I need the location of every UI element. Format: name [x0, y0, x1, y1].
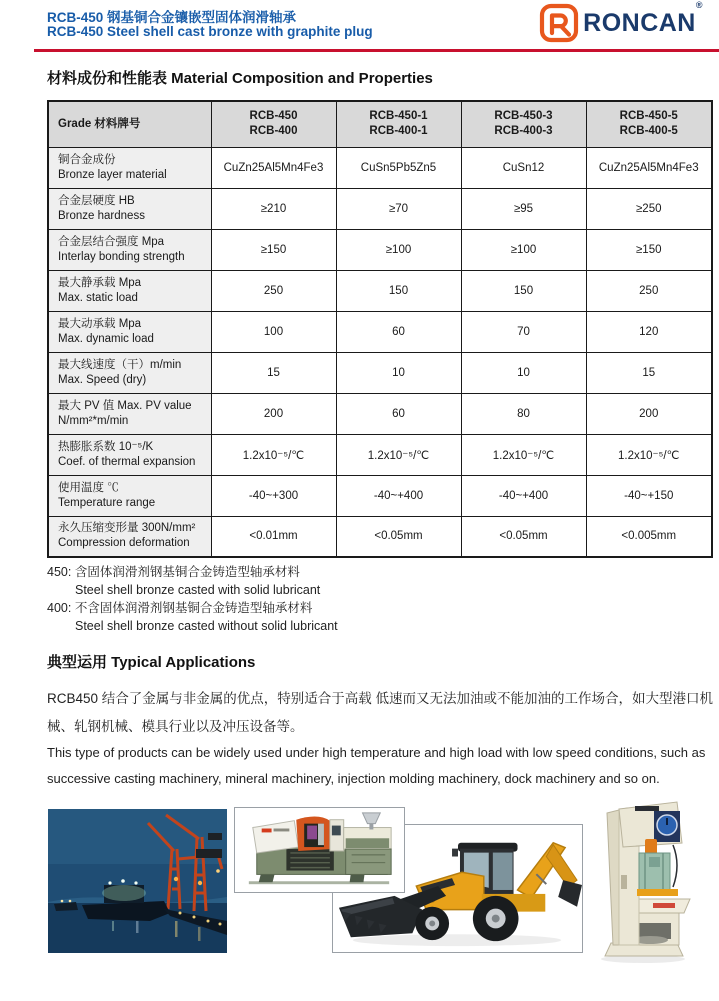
brand-name: RONCAN® [583, 0, 703, 37]
row-value: CuZn25Al5Mn4Fe3 [586, 147, 712, 188]
row-value: CuSn12 [461, 147, 586, 188]
table-header-row [48, 101, 712, 147]
table-row [48, 229, 712, 270]
row-value: 15 [586, 352, 712, 393]
row-value: CuSn5Pb5Zn5 [336, 147, 461, 188]
row-value: CuZn25Al5Mn4Fe3 [211, 147, 336, 188]
row-value: 60 [336, 393, 461, 434]
roncan-logo-icon [539, 3, 579, 43]
row-value: <0.05mm [461, 516, 586, 557]
row-value: 250 [211, 270, 336, 311]
row-label: 热膨胀系数 10⁻⁵/K Coef. of thermal expansion [48, 434, 211, 475]
row-label: 合金层结合强度 Mpa Interlay bonding strength [48, 229, 211, 270]
row-value: ≥70 [336, 188, 461, 229]
composition-table [47, 100, 713, 558]
row-value: 250 [586, 270, 712, 311]
port-crane-night-photo [48, 809, 227, 953]
table-row [48, 516, 712, 557]
row-value: -40~+150 [586, 475, 712, 516]
applications-section-title: 典型运用 Typical Applications [47, 654, 256, 671]
row-value: 15 [211, 352, 336, 393]
roncan-logo [539, 0, 703, 43]
row-label: 最大 PV 值 Max. PV value N/mm²*m/min [48, 393, 211, 434]
row-value: 200 [211, 393, 336, 434]
row-label: 永久压缩变形量 300N/mm² Compression deformation [48, 516, 211, 557]
row-value: ≥100 [336, 229, 461, 270]
row-value: 120 [586, 311, 712, 352]
row-value: 100 [211, 311, 336, 352]
table-row [48, 434, 712, 475]
row-value: -40~+400 [461, 475, 586, 516]
table-row [48, 475, 712, 516]
grade-column-2: RCB-450-1 RCB-400-1 [336, 101, 461, 147]
table-row [48, 188, 712, 229]
row-value: ≥150 [211, 229, 336, 270]
row-value: 80 [461, 393, 586, 434]
row-value: 10 [461, 352, 586, 393]
row-value: -40~+400 [336, 475, 461, 516]
injection-molding-machine-photo [234, 807, 405, 893]
grade-column-3: RCB-450-3 RCB-400-3 [461, 101, 586, 147]
row-value: <0.005mm [586, 516, 712, 557]
composition-section-title: 材料成份和性能表 Material Composition and Properties [47, 70, 433, 87]
table-row [48, 270, 712, 311]
row-value: 150 [461, 270, 586, 311]
registered-mark: ® [695, 0, 703, 10]
table-footnotes [47, 563, 338, 635]
row-value: 60 [336, 311, 461, 352]
row-value: ≥100 [461, 229, 586, 270]
row-label: 合金层硬度 HB Bronze hardness [48, 188, 211, 229]
row-value: ≥95 [461, 188, 586, 229]
row-value: ≥150 [586, 229, 712, 270]
row-label: 铜合金成份 Bronze layer material [48, 147, 211, 188]
row-label: 最大线速度（干）m/min Max. Speed (dry) [48, 352, 211, 393]
table-row [48, 352, 712, 393]
grade-column-4: RCB-450-5 RCB-400-5 [586, 101, 712, 147]
grade-header-cell: Grade 材料牌号 [48, 101, 211, 147]
footnote-400-en: Steel shell bronze casted without solid lubricant [75, 619, 338, 633]
page-title-cn: RCB-450 钢基铜合金镶嵌型固体润滑轴承 [47, 10, 297, 25]
row-value: ≥250 [586, 188, 712, 229]
row-label: 使用温度 ℃ Temperature range [48, 475, 211, 516]
footnote-400-cn: 400: 不含固体润滑剂钢基铜合金铸造型轴承材料 [47, 601, 313, 615]
row-value: 10 [336, 352, 461, 393]
row-value: 150 [336, 270, 461, 311]
row-label: 最大静承载 Mpa Max. static load [48, 270, 211, 311]
table-row [48, 311, 712, 352]
row-value: 1.2x10⁻⁵/℃ [586, 434, 712, 475]
row-value: 1.2x10⁻⁵/℃ [211, 434, 336, 475]
row-value: 1.2x10⁻⁵/℃ [336, 434, 461, 475]
grade-column-1: RCB-450 RCB-400 [211, 101, 336, 147]
row-value: 70 [461, 311, 586, 352]
row-value: -40~+300 [211, 475, 336, 516]
power-press-machine-photo [593, 795, 693, 965]
applications-paragraph-en: This type of products can be widely used under high temperature and high load with low speed conditions, such as successive casting machinery, mineral machinery, injection molding machinery, dock machinery and so on. [47, 745, 706, 786]
row-label: 最大动承载 Mpa Max. dynamic load [48, 311, 211, 352]
footnote-450-cn: 450: 含固体润滑剂钢基铜合金铸造型轴承材料 [47, 565, 300, 579]
page-title-en: RCB-450 Steel shell cast bronze with graphite plug [47, 24, 373, 39]
row-value: 200 [586, 393, 712, 434]
applications-paragraph-cn: RCB450 结合了金属与非金属的优点，特别适合于高载 低速而又无法加油或不能加油的工作场合，如大型港口机 械、轧钢机械、模具行业以及冲压设备等。 [47, 691, 714, 734]
header-divider [34, 49, 719, 52]
row-value: ≥210 [211, 188, 336, 229]
table-row [48, 147, 712, 188]
footnote-450-en: Steel shell bronze casted with solid lubricant [75, 583, 321, 597]
row-value: 1.2x10⁻⁵/℃ [461, 434, 586, 475]
table-row [48, 393, 712, 434]
row-value: <0.05mm [336, 516, 461, 557]
row-value: <0.01mm [211, 516, 336, 557]
